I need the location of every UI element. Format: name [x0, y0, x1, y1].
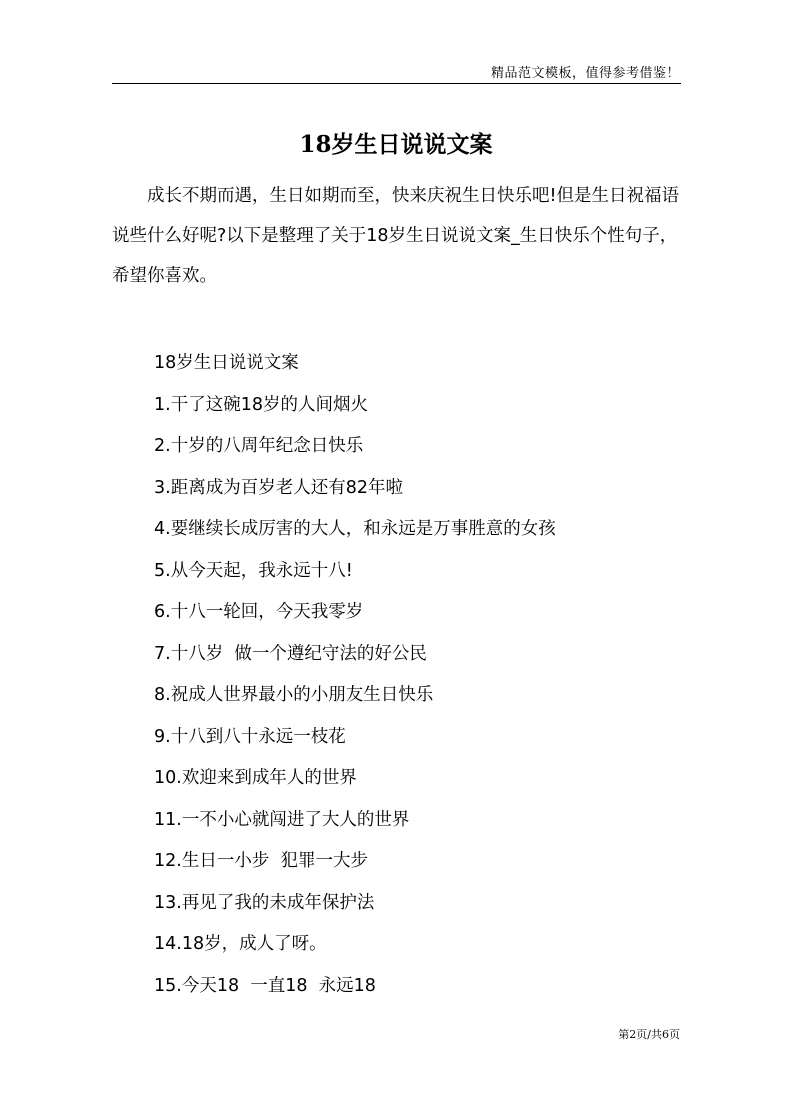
- caption-list: [154, 343, 556, 1007]
- list-item: 1.干了这碗18岁的人间烟火: [154, 394, 368, 415]
- list-item: 10.欢迎来到成年人的世界: [154, 768, 357, 788]
- page-number: 第2页/共6页: [618, 1028, 680, 1041]
- list-item: 3.距离成为百岁老人还有82年啦: [154, 477, 403, 498]
- list-item: 12.生日一小步 犯罪一大步: [154, 851, 368, 871]
- intro-paragraph: 成长不期而遇，生日如期而至，快来庆祝生日快乐吧!但是生日祝福语说些什么好呢?以下是整理了关于18岁生日说说文案_生日快乐个性句子，希望你喜欢。: [112, 186, 680, 286]
- list-item: 15.今天18 一直18 永远18: [154, 975, 376, 996]
- list-item: 11.一不小心就闯进了大人的世界: [154, 809, 410, 830]
- header-divider: [112, 83, 681, 84]
- list-item: 9.十八到八十永远一枝花: [154, 726, 346, 747]
- list-item: 6.十八一轮回，今天我零岁: [154, 602, 364, 622]
- list-item: 4.要继续长成厉害的大人，和永远是万事胜意的女孩: [154, 519, 556, 539]
- list-item: 2.十岁的八周年纪念日快乐: [154, 436, 364, 456]
- list-item: 18岁生日说说文案: [154, 353, 299, 373]
- list-item: 8.祝成人世界最小的小朋友生日快乐: [154, 685, 434, 705]
- list-item: 14.18岁，成人了呀。: [154, 934, 327, 954]
- list-item: 5.从今天起，我永远十八!: [154, 560, 353, 581]
- document-title: 18岁生日说说文案: [299, 131, 493, 159]
- list-item: 13.再见了我的未成年保护法: [154, 892, 375, 913]
- header-note: 精品范文模板，值得参考借鉴！: [490, 66, 680, 81]
- list-item: 7.十八岁 做一个遵纪守法的好公民: [154, 643, 427, 664]
